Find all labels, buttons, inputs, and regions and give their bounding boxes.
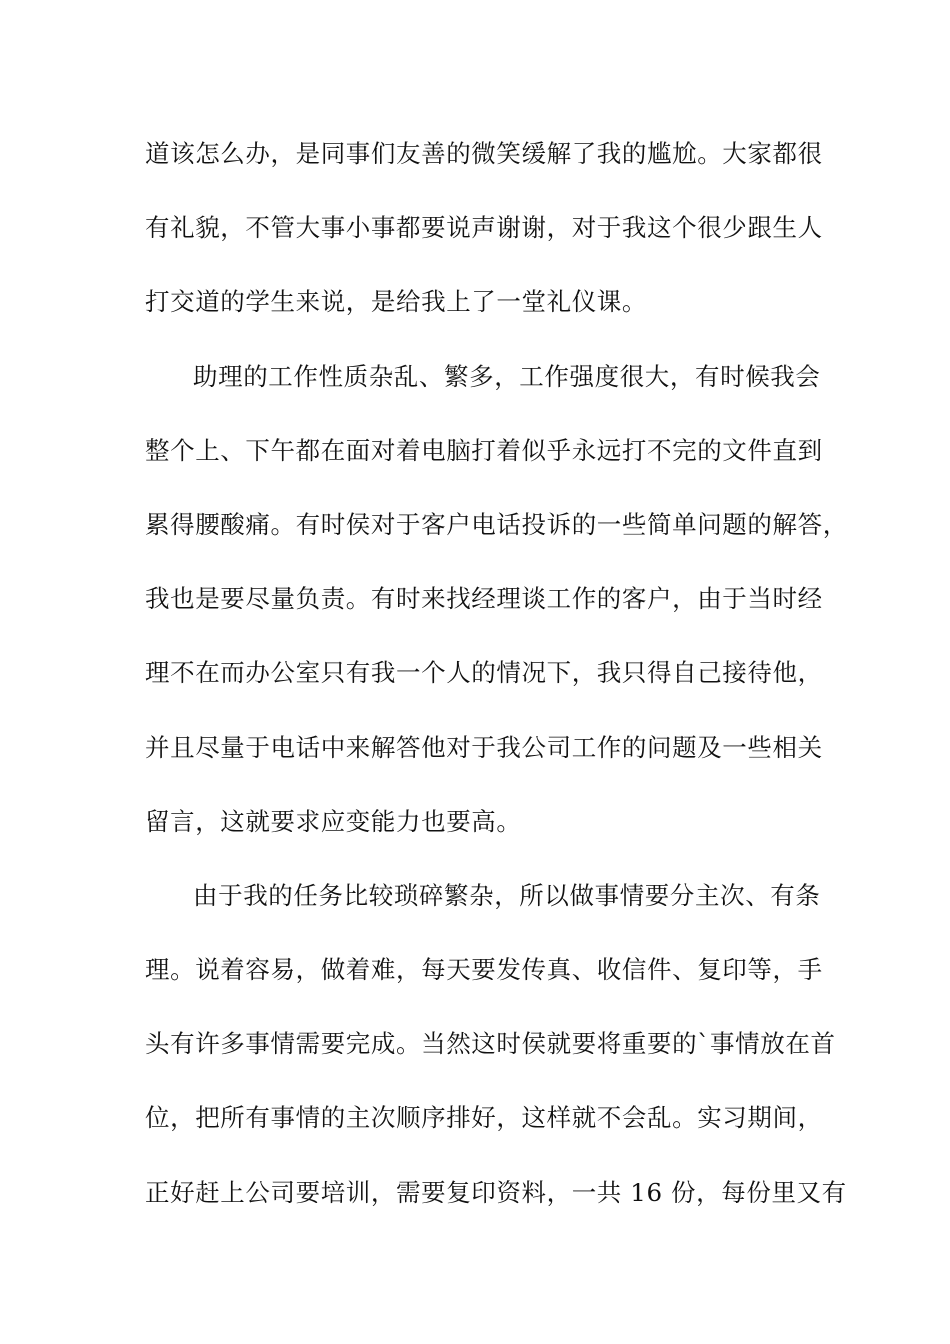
text-line: 打交道的学生来说，是给我上了一堂礼仪课。 <box>145 287 647 317</box>
text-line: 道该怎么办，是同事们友善的微笑缓解了我的尴尬。大家都很 <box>145 139 823 168</box>
text-line: 位，把所有事情的主次顺序排好，这样就不会乱。实习期间， <box>145 1103 823 1133</box>
text-line: 累得腰酸痛。有时侯对于客户电话投诉的一些简单问题的解答， <box>145 509 848 539</box>
text-line: 我也是要尽量负责。有时来找经理谈工作的客户，由于当时经 <box>145 584 823 614</box>
text-line: 正好赶上公司要培训，需要复印资料，一共 16 份，每份里又有 <box>145 1177 847 1207</box>
text-line: 留言，这就要求应变能力也要高。 <box>145 806 522 836</box>
paragraph-first-line: 助理的工作性质杂乱、繁多，工作强度很大，有时候我会 <box>193 361 821 391</box>
text-line: 并且尽量于电话中来解答他对于我公司工作的问题及一些相关 <box>145 732 823 762</box>
paragraph-first-line: 由于我的任务比较琐碎繁杂，所以做事情要分主次、有条 <box>193 880 821 910</box>
text-line: 理不在而办公室只有我一个人的情况下，我只得自己接待他， <box>145 658 823 688</box>
text-line: 整个上、下午都在面对着电脑打着似乎永远打不完的文件直到 <box>145 435 823 465</box>
body-text <box>145 128 848 1241</box>
text-line: 理。说着容易，做着难，每天要发传真、收信件、复印等，手 <box>145 955 823 985</box>
text-line: 头有许多事情需要完成。当然这时侯就要将重要的`事情放在首 <box>145 1029 836 1059</box>
text-line: 有礼貌，不管大事小事都要说声谢谢，对于我这个很少跟生人 <box>145 213 823 243</box>
